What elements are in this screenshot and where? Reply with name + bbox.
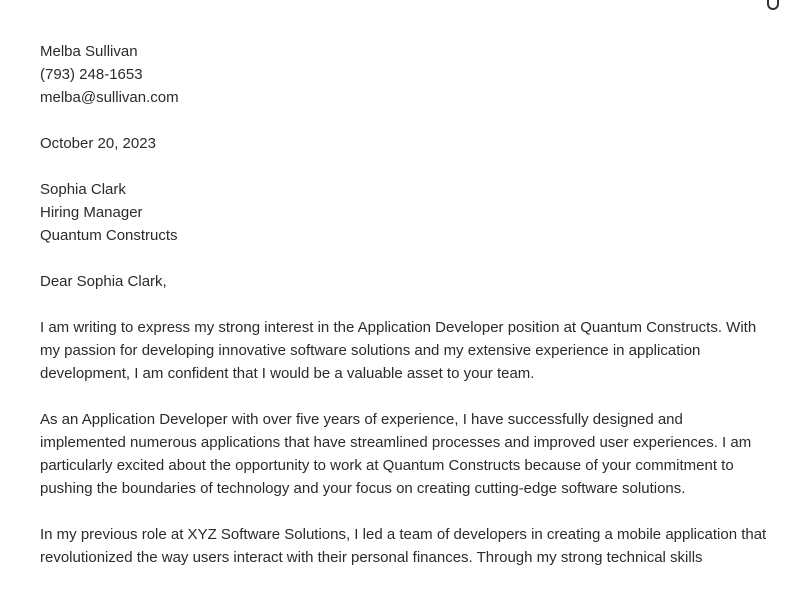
- cover-letter: [40, 40, 768, 592]
- body-paragraph-1: I am writing to express my strong interest in the Application Developer position at Quantum Constructs. With my passion for developing innovative software solutions and my extensive experience in application development, I am confident that I would be a valuable asset to your team.: [40, 319, 757, 382]
- recipient-title: Hiring Manager: [40, 204, 143, 221]
- cursor-icon: [766, 0, 780, 12]
- sender-block: [40, 40, 768, 109]
- letter-date: October 20, 2023: [40, 135, 156, 152]
- recipient-block: [40, 178, 768, 247]
- sender-name: Melba Sullivan: [40, 43, 138, 60]
- body-paragraph-3: In my previous role at XYZ Software Solutions, I led a team of developers in creating a mobile application that revolutionized the way users interact with their personal finances. Through my strong technical skills: [40, 526, 767, 566]
- sender-email: melba@sullivan.com: [40, 89, 179, 106]
- recipient-company: Quantum Constructs: [40, 227, 178, 244]
- body-paragraph-2: As an Application Developer with over five years of experience, I have successfully designed and implemented numerous applications that have streamlined processes and improved user experiences. I am particularly excited about the opportunity to work at Quantum Constructs because of your commitment to pushing the boundaries of technology and your focus on creating cutting-edge software solutions.: [40, 411, 752, 497]
- salutation: Dear Sophia Clark,: [40, 273, 167, 290]
- recipient-name: Sophia Clark: [40, 181, 126, 198]
- sender-phone: (793) 248-1653: [40, 66, 143, 83]
